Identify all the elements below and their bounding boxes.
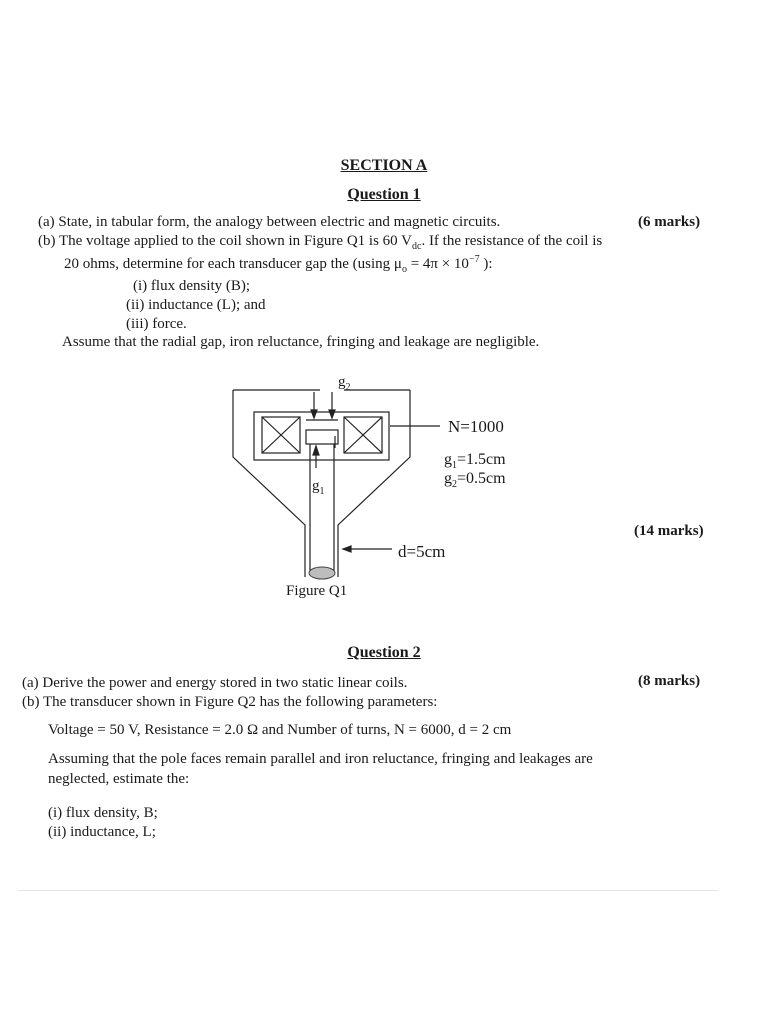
- g1-g: g: [444, 451, 452, 468]
- q2-part-a-marks: (8 marks): [638, 673, 701, 689]
- g1-figure-label: [312, 479, 325, 497]
- section-title: SECTION A: [340, 157, 428, 174]
- q2-part-a: (a) Derive the power and energy stored in two static linear coils.: [22, 675, 408, 691]
- q2-item-2: (ii) inductance, L;: [48, 824, 156, 840]
- g2-val: =0.5cm: [457, 470, 506, 487]
- q2-assumption-line2: neglected, estimate the:: [48, 771, 190, 787]
- g1-fig-sub: 1: [319, 486, 325, 497]
- plunger-end: [309, 567, 335, 579]
- q2-parameters: Voltage = 50 V, Resistance = 2.0 Ω and Number of turns, N = 6000, d = 2 cm: [48, 722, 512, 738]
- q1-b-line1-end: . If the resistance of the coil is: [421, 233, 603, 249]
- q2-assumption-line1: Assuming that the pole faces remain parallel and iron reluctance, fringing and leakages are: [48, 751, 593, 767]
- q1-item-1: (i) flux density (B);: [133, 278, 251, 294]
- g2-top-g: g: [338, 374, 346, 390]
- q1-item-3: (iii) force.: [126, 316, 187, 332]
- g2-g: g: [444, 470, 452, 487]
- g2-top-sub: 2: [345, 382, 351, 393]
- diameter-label: d=5cm: [398, 542, 446, 561]
- g2-top-label: [338, 375, 351, 393]
- q1-part-a: (a) State, in tabular form, the analogy between electric and magnetic circuits.: [38, 214, 501, 230]
- q1-b-line2-mid: = 4π × 10: [406, 256, 469, 272]
- q2-part-b: (b) The transducer shown in Figure Q2 has the following parameters:: [22, 694, 438, 710]
- g1-value: [444, 452, 506, 471]
- g1-sub: 1: [452, 460, 457, 472]
- q1-part-a-marks: (6 marks): [638, 214, 701, 230]
- q1-part-b-marks: (14 marks): [634, 523, 704, 539]
- scan-edge-line: [18, 890, 718, 891]
- q2-item-1: (i) flux density, B;: [48, 805, 158, 821]
- q1-b-line2-sup: −7: [468, 254, 480, 265]
- q1-b-line1-text: (b) The voltage applied to the coil shown in Figure Q1 is 60 V: [38, 233, 412, 249]
- q1-b-line2-end: ):: [479, 256, 493, 272]
- g1-fig-g: g: [312, 478, 320, 494]
- q1-assumption: Assume that the radial gap, iron reluctance, fringing and leakage are negligible.: [62, 334, 540, 350]
- turns-label: N=1000: [448, 417, 504, 436]
- q1-item-2: (ii) inductance (L); and: [126, 297, 266, 313]
- g1-val: =1.5cm: [457, 451, 506, 468]
- figure-q1-caption: Figure Q1: [286, 583, 348, 599]
- g2-value: [444, 471, 506, 490]
- q1-b-line1-sub: dc: [411, 241, 422, 252]
- question-2-heading: Question 2: [347, 644, 421, 661]
- plunger-head: [306, 430, 338, 444]
- g2-sub: 2: [452, 479, 457, 491]
- question-1-heading: Question 1: [347, 186, 421, 203]
- q1-b-line2-text: 20 ohms, determine for each transducer gap the (using μ: [64, 256, 402, 272]
- q1-b-line2-sub: o: [401, 264, 407, 275]
